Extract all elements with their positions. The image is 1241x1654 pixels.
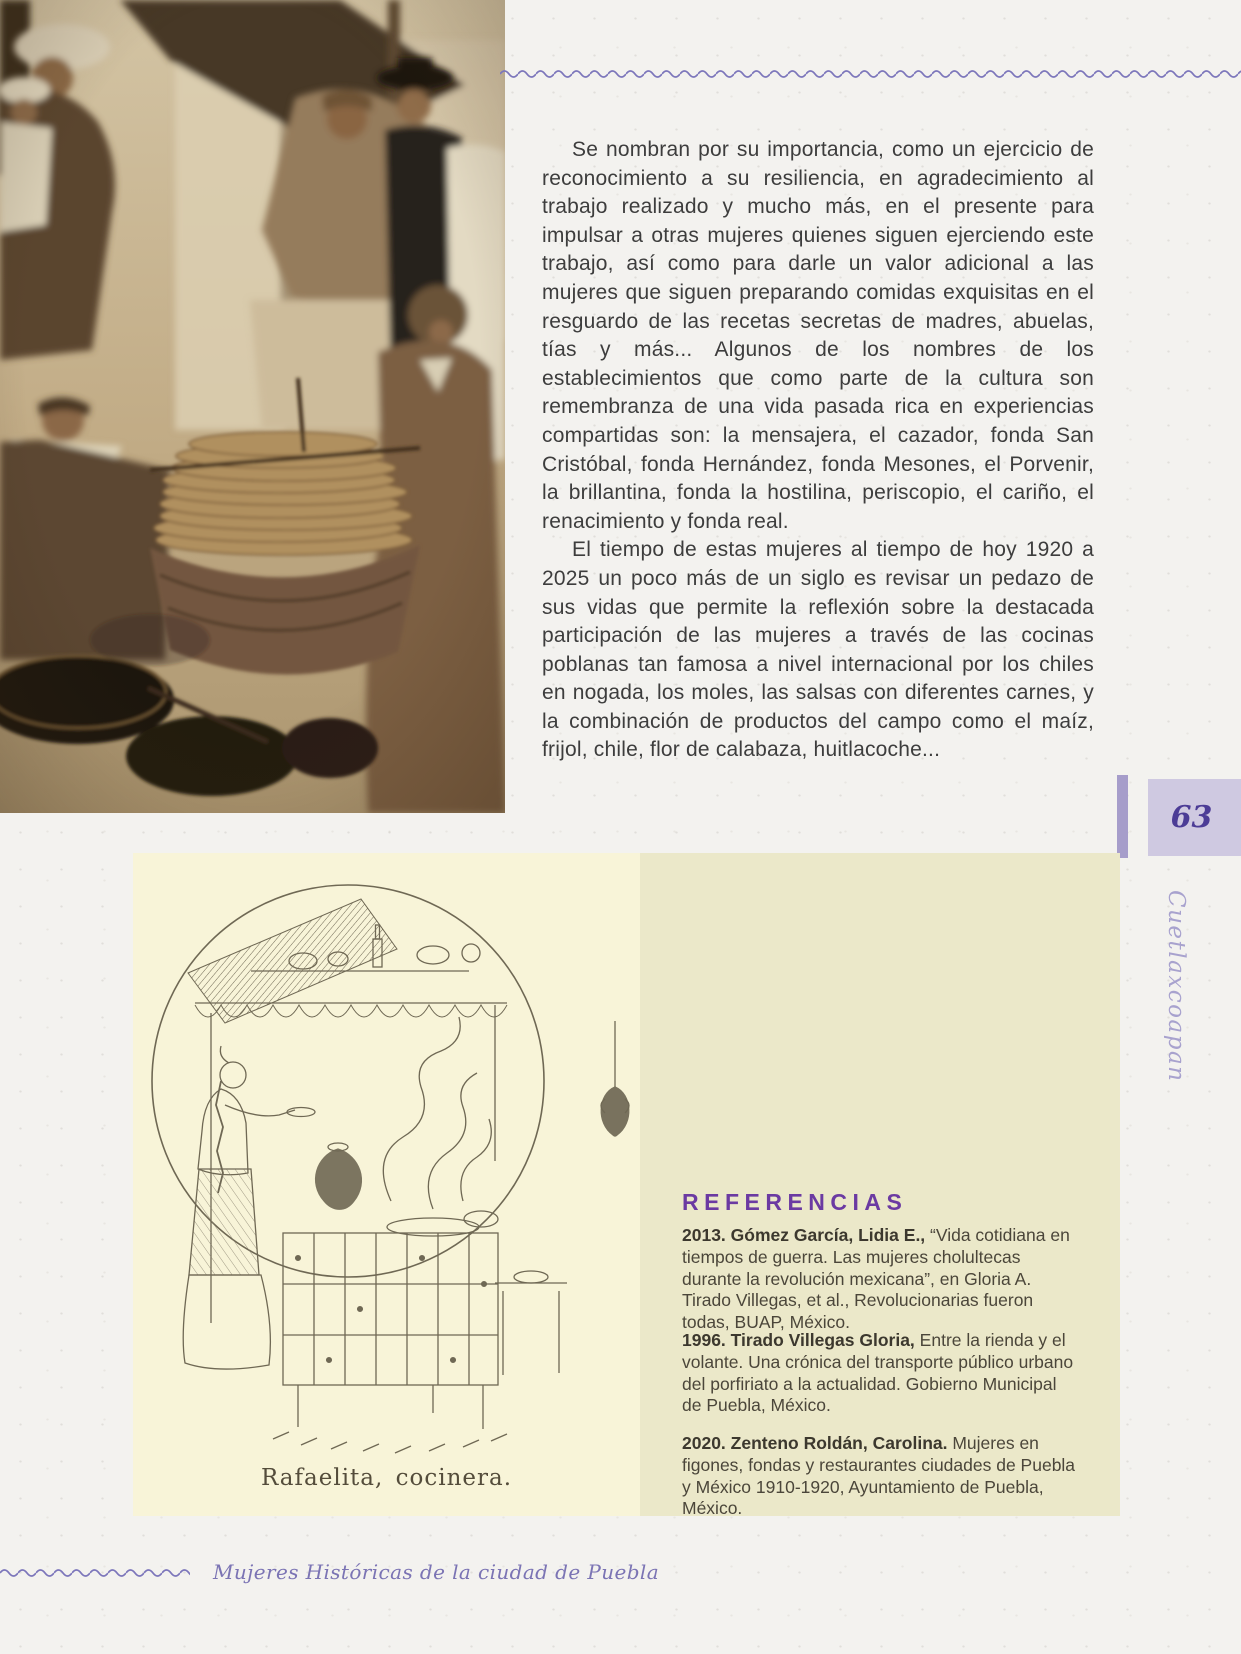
reference-item-2 [682, 1330, 1080, 1417]
page-number-stripe [1117, 775, 1128, 858]
reference-2-text: Entre la rienda y el volante. Una crónica del transporte público urbano del porfiriato a la actualidad. Gobierno Municipal de Puebla, México. [682, 1330, 1074, 1416]
engraving-rafaelita [133, 853, 640, 1516]
footer-journal-title: Mujeres Históricas de la ciudad de Puebla [213, 1560, 660, 1584]
illustration-panel [133, 853, 640, 1516]
reference-item-3 [682, 1433, 1080, 1520]
reference-3-lead: 2020. Zenteno Roldán, Carolina. [682, 1433, 948, 1453]
figure-caption: Rafaelita, cocinera. [260, 1465, 513, 1491]
body-paragraph-2: El tiempo de estas mujeres al tiempo de hoy 1920 a 2025 un poco más de un siglo es revisar un pedazo de sus vidas que permite la reflexión sobre la destacada participación de las mujeres a través de las cocinas poblanas tan famosa a nivel internacional por los chiles en nogada, los moles, las salsas con diferentes carnes, y la combinación de productos del campo como el maíz, frijol, chile, flor de calabaza, huitlacoche... [542, 538, 1094, 762]
page-number-badge [1148, 779, 1241, 856]
reference-1-lead: 2013. Gómez García, Lidia E., [682, 1225, 926, 1245]
wavy-divider-top [500, 68, 1241, 80]
reference-3-text: Mujeres en figones, fondas y restaurantes ciudades de Puebla y México 1910-1920, Ayuntamiento de Puebla, México. [682, 1433, 1076, 1519]
wavy-divider-footer [0, 1567, 190, 1579]
journal-title-vertical: Cuetlaxcoapan [1163, 890, 1189, 1083]
reference-2-lead: 1996. Tirado Villegas Gloria, [682, 1330, 915, 1350]
article-text [542, 136, 1094, 765]
page-number: 63 [1170, 800, 1213, 835]
reference-item-1 [682, 1225, 1080, 1334]
references-heading: REFERENCIAS [682, 1189, 908, 1215]
references-panel [640, 853, 1120, 1519]
historic-market-photo-art [0, 0, 505, 813]
body-paragraph-1: Se nombran por su importancia, como un ejercicio de reconocimiento a su resiliencia, en agradecimiento al trabajo realizado y mucho más, en el presente para impulsar a otras mujeres quienes siguen ejerciendo este trabajo, así como para darle un valor adicional a las mujeres que siguen preparando comidas exquisitas en el resguardo de las recetas secretas de madres, abuelas, tías y más... Algunos de los nombres de los establecimientos que como parte de la cultura son remembranza de una vida pasada rica en experiencias compartidas son: la mensajera, el cazador, fonda San Cristóbal, fonda Hernández, fonda Mesones, el Porvenir, la brillantina, fonda la hostilina, periscopio, el cariño, el renacimiento y fonda real. [542, 138, 1094, 533]
historic-market-photo [0, 0, 505, 813]
reference-1-text: “Vida cotidiana en tiempos de guerra. Las mujeres cholultecas durante la revolución mexicana”, en Gloria A. Tirado Villegas, et al., Revolucionarias fueron todas, BUAP, México. [682, 1225, 1070, 1333]
